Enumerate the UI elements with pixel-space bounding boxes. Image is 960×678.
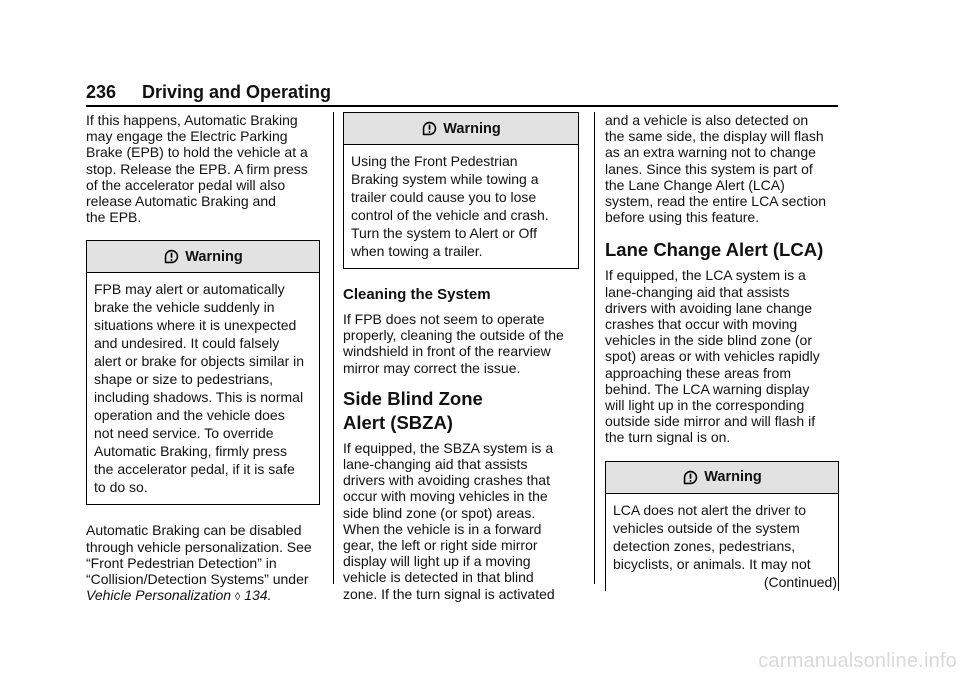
paragraph-sbza-continued: and a vehicle is also detected on the same side, the display will flash as an extra warning not to change lanes. Since this system is part of the Lane Change Alert (LCA) system, read the entire LCA section before using this feature. xyxy=(605,112,826,226)
heading-side-blind-zone-alert: Side Blind Zone Alert (SBZA) xyxy=(343,387,483,433)
warning-title: Warning xyxy=(443,120,501,137)
warning-icon xyxy=(163,248,180,265)
column-2 xyxy=(343,112,579,602)
watermark: carmanualsonline.info xyxy=(758,650,957,672)
warning-title: Warning xyxy=(704,469,762,486)
warning-box-fpb xyxy=(86,240,320,505)
section-title: Driving and Operating xyxy=(142,82,332,102)
reference-page-number[interactable]: 134. xyxy=(244,587,272,604)
heading-lane-change-alert: Lane Change Alert (LCA) xyxy=(605,239,824,261)
warning-body: FPB may alert or automatically brake the vehicle suddenly in situations where it is unexpected and undesired. It could falsely alert or brake for objects similar in shape or size to pedestrians, including shadows. This is normal operation and the vehicle does not need service. To override Automatic Braking, firmly press the accelerator pedal, if it is safe to do so. xyxy=(94,281,305,496)
heading-cleaning-the-system: Cleaning the System xyxy=(343,286,491,303)
column-divider xyxy=(594,112,595,584)
page-reference-icon: ◊ xyxy=(234,591,241,604)
paragraph-disable xyxy=(86,522,320,605)
column-1 xyxy=(86,112,320,605)
paragraph-epb: If this happens, Automatic Braking may engage the Electric Parking Brake (EPB) to hold the vehicle at a stop. Release the EPB. A firm press of the accelerator pedal will also release Automatic Braking and the EPB. xyxy=(86,112,308,226)
paragraph-cleaning: If FPB does not seem to operate properly, cleaning the outside of the windshield in front of the rearview mirror may correct the issue. xyxy=(343,311,564,376)
column-divider xyxy=(333,112,334,584)
column-3 xyxy=(605,112,839,591)
paragraph-disable-text: Automatic Braking can be disabled through vehicle personalization. See “Front Pedestrian Detection” in “Collision/Detection Systems” under xyxy=(86,522,312,588)
warning-icon xyxy=(682,469,699,486)
continued-label: (Continued) xyxy=(763,573,837,590)
warning-title: Warning xyxy=(185,248,243,265)
warning-body: LCA does not alert the driver to vehicles outside of the system detection zones, pedestrians, bicyclists, or animals. It may not xyxy=(613,501,811,572)
warning-box-lca xyxy=(605,461,839,591)
warning-header xyxy=(344,113,578,145)
warning-box-towing xyxy=(343,112,579,269)
warning-body: Using the Front Pedestrian Braking system while towing a trailer could cause you to lose control of the vehicle and crash. Turn the system to Alert or Off when towing a trailer. xyxy=(351,153,549,259)
warning-icon xyxy=(421,120,438,137)
page-number: 236 xyxy=(86,82,117,102)
reference-link-vehicle-personalization[interactable]: Vehicle Personalization xyxy=(86,587,232,604)
warning-header xyxy=(87,241,319,273)
paragraph-sbza: If equipped, the SBZA system is a lane-changing aid that assists drivers with avoiding crashes that occur with moving vehicles in the side blind zone (or spot) areas. When the vehicle is in a forward gear, the left or right side mirror display will light up if a moving vehicle is detected in that blind zone. If the turn signal is activated xyxy=(343,439,555,602)
warning-header xyxy=(606,462,838,494)
page-header xyxy=(86,82,838,106)
header-rule xyxy=(86,105,838,107)
paragraph-lca: If equipped, the LCA system is a lane-changing aid that assists drivers with avoiding lane change crashes that occur with moving vehicles in the side blind zone (or spot) areas or with vehicles rapidly approaching these areas from behind. The LCA warning display will light up in the corresponding outside side mirror and will flash if the turn signal is on. xyxy=(605,267,820,446)
